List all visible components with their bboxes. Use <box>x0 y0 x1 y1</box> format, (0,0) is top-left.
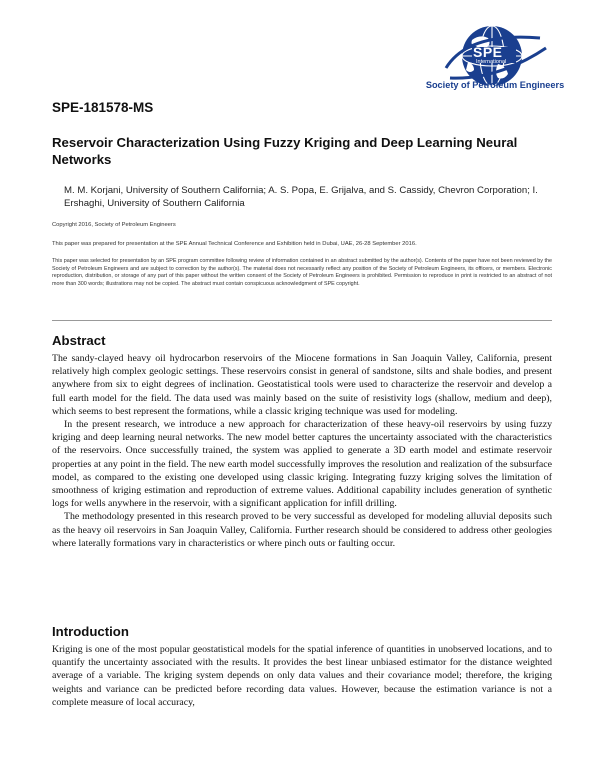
abstract-body <box>52 352 552 550</box>
abstract-paragraph: In the present research, we introduce a new approach for characterization of these heavy-oil reservoirs by using fuzzy kriging and deep learning neural networks. The new model better captures the uncertainty associated with the characteristics of the reservoirs. Once successfully trained, the system was applied to generate a 3D earth model and estimate reservoir properties at any point in the field. The new earth model successfully improves the resolution and realization of the subsurface model, as compared to the existing one developed using classic kriging. Integrating fuzzy kriging solves the limitation of smoothness of kriging estimation and reproduction of extreme values. Additional capability includes generation of synthetic logs for wells anywhere in the reservoir, with a significant application for infill drilling. <box>52 419 552 510</box>
introduction-body <box>52 643 552 709</box>
paper-title: Reservoir Characterization Using Fuzzy Kriging and Deep Learning Neural Networks <box>52 135 518 167</box>
logo-subtitle: International <box>476 59 507 65</box>
abstract-heading: Abstract <box>52 333 106 348</box>
presentation-note: This paper was prepared for presentation at the SPE Annual Technical Conference and Exhibition held in Dubai, UAE, 26-28 September 2016. <box>52 241 417 247</box>
abstract-paragraph: The methodology presented in this research proved to be very successful as developed for modeling alluvial deposits such as the heavy oil reservoirs in San Joaquin Valley, California. Further research should be considered to address other geologies where laterally formations vary in characteristics or where pinch outs or faulting occur. <box>52 511 552 549</box>
section-divider <box>52 320 552 321</box>
introduction-paragraph: Kriging is one of the most popular geostatistical models for the spatial inference of quantities in unobserved locations, and to quantify the uncertainty associated with the results. It provides the best linear unbiased estimator for the distance weighted average of a variable. The kriging system depends on only data values and their covariance model; therefore, the kriging weights and variance can be predicted before recording data values. However, because the estimation variance is not a complete measure of local accuracy, <box>52 644 552 708</box>
logo-acronym: SPE <box>473 44 503 60</box>
introduction-heading: Introduction <box>52 624 129 639</box>
abstract-paragraph: The sandy-clayed heavy oil hydrocarbon reservoirs of the Miocene formations in San Joaquin Valley, California, present relatively high complex geologic settings. These reservoirs consist in general of sandstone, silts and shale bodies, and present anywhere from six to eight degrees of inclination. Geostatistical tools were used to characterize the reservoir and develop a full earth model for the field. The data used was mainly based on the suite of resistivity logs (shallow, medium and deep), which seems to best represent the formations, while a classic kriging technique was used for modeling. <box>52 353 552 417</box>
paper-id: SPE-181578-MS <box>52 100 154 115</box>
legal-notice: This paper was selected for presentation by an SPE program committee following review of information contained in an abstract submitted by the author(s). Contents of the paper have not been reviewed by the Society of Petroleum Engineers and are subject to correction by the author(s). The material does not necessarily reflect any position of the Society of Petroleum Engineers, its officers, or members. Electronic reproduction, distribution, or storage of any part of this paper without the written consent of the Society of Petroleum Engineers is prohibited. Permission to reproduce in print is restricted to an abstract of not more than 300 words; illustrations may not be copied. The abstract must contain conspicuous acknowledgment of SPE copyright. <box>52 258 552 287</box>
copyright-line: Copyright 2016, Society of Petroleum Engineers <box>52 222 176 228</box>
authors: M. M. Korjani, University of Southern California; A. S. Popa, E. Grijalva, and S. Cassidy, Chevron Corporation; I. Ershaghi, University of Southern California <box>64 185 538 209</box>
logo-society-name: Society of Petroleum Engineers <box>425 80 565 90</box>
